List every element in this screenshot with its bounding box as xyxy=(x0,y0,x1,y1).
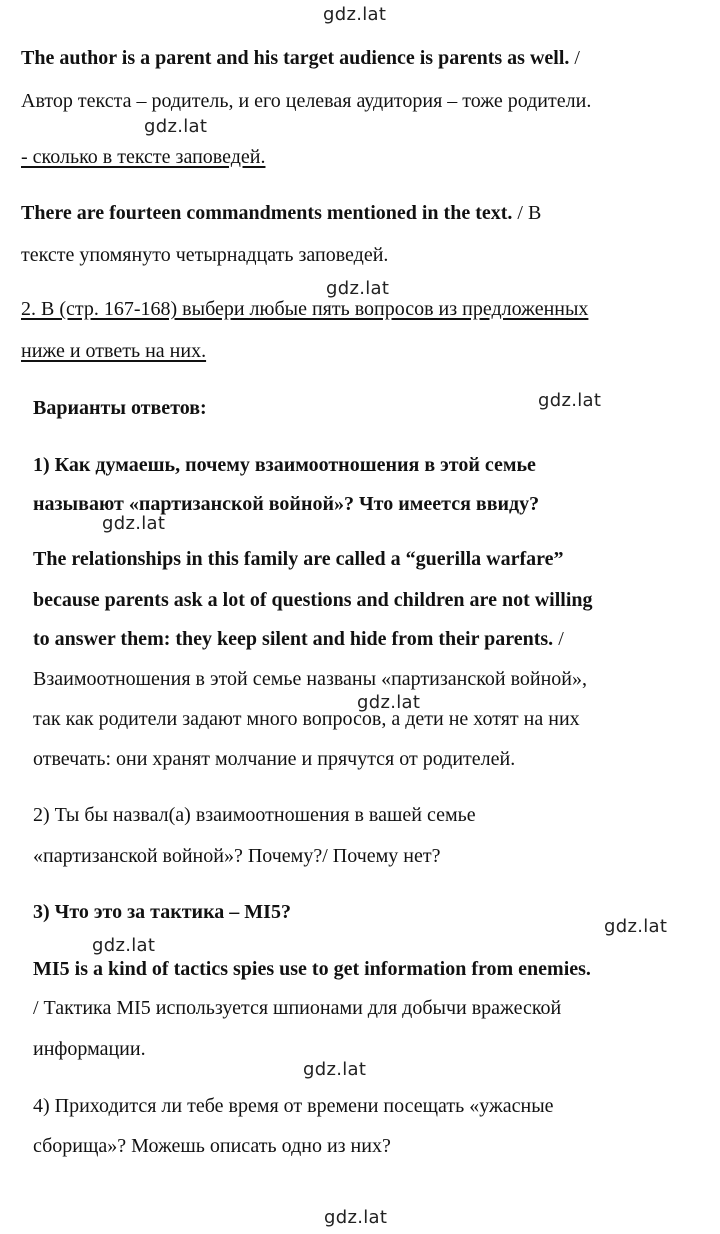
question-line: сборища»? Можешь описать одно из них? xyxy=(33,1135,391,1157)
question-line: 2) Ты бы назвал(а) взаимоотношения в вашей семье xyxy=(33,804,476,826)
translation-line: информации. xyxy=(33,1038,146,1060)
watermark: gdz.lat xyxy=(144,116,208,137)
question-line: 1) Как думаешь, почему взаимоотношения в этой семье xyxy=(33,454,536,476)
separator-text: / xyxy=(553,628,564,650)
task-heading: ниже и ответь на них. xyxy=(21,340,207,362)
translation-line: Взаимоотношения в этой семье названы «партизанской войной», xyxy=(33,668,588,690)
watermark: gdz.lat xyxy=(92,935,156,956)
watermark: gdz.lat xyxy=(324,1207,388,1228)
question-line: 4) Приходится ли тебе время от времени посещать «ужасные xyxy=(33,1095,554,1117)
translation-line: / Тактика MI5 используется шпионами для добычи вражеской xyxy=(33,997,562,1019)
english-answer-line: The relationships in this family are called a “guerilla warfare” xyxy=(33,548,564,570)
english-answer-text: There are fourteen commandments mentioned in the text. xyxy=(21,202,513,224)
english-answer-line: MI5 is a kind of tactics spies use to get information from enemies. xyxy=(33,958,591,980)
watermark: gdz.lat xyxy=(303,1059,367,1080)
answer-line xyxy=(33,627,564,651)
translation-line: так как родители задают много вопросов, а дети не хотят на них xyxy=(33,708,580,730)
watermark: gdz.lat xyxy=(357,692,421,713)
watermark: gdz.lat xyxy=(326,278,390,299)
task-line: - сколько в тексте заповедей. xyxy=(21,146,266,168)
watermark: gdz.lat xyxy=(323,4,387,25)
question-line: называют «партизанской войной»? Что имеется ввиду? xyxy=(33,493,540,515)
english-answer-text: The author is a parent and his target audience is parents as well. xyxy=(21,47,570,69)
task-heading: 2. В (стр. 167-168) выбери любые пять вопросов из предложенных xyxy=(21,298,589,320)
watermark: gdz.lat xyxy=(102,513,166,534)
english-answer-text: to answer them: they keep silent and hide from their parents. xyxy=(33,628,554,650)
separator-text: / В xyxy=(512,202,542,224)
question-line: 3) Что это за тактика – MI5? xyxy=(33,901,291,923)
watermark: gdz.lat xyxy=(604,916,668,937)
separator-text: / xyxy=(569,47,580,69)
section-heading: Варианты ответов: xyxy=(33,397,207,419)
translation-line: Автор текста – родитель, и его целевая аудитория – тоже родители. xyxy=(21,90,592,112)
translation-line: тексте упомянуто четырнадцать заповедей. xyxy=(21,244,389,266)
question-line: «партизанской войной»? Почему?/ Почему нет? xyxy=(33,845,441,867)
answer-line xyxy=(21,201,541,225)
watermark: gdz.lat xyxy=(538,390,602,411)
english-answer-line: because parents ask a lot of questions and children are not willing xyxy=(33,589,593,611)
answer-line xyxy=(21,46,580,70)
translation-line: отвечать: они хранят молчание и прячутся от родителей. xyxy=(33,748,516,770)
